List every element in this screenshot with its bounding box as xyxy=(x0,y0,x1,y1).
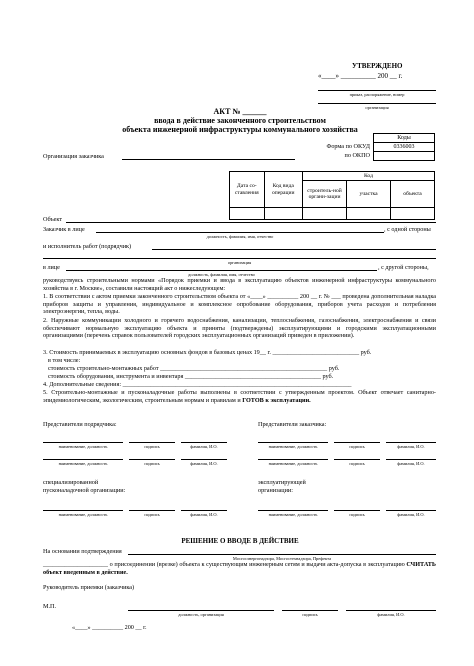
operating-sig-name-line[interactable] xyxy=(386,510,436,511)
body-p5 xyxy=(43,389,436,404)
head-position-caption: должность, организация xyxy=(178,612,224,617)
decision-date: «____» __________ 200 __ г. xyxy=(72,624,147,631)
decision-title: РЕШЕНИЕ О ВВОДЕ В ДЕЙСТВИЕ xyxy=(181,537,299,545)
basis-label: На основании подтверждения xyxy=(43,548,122,555)
contractor-sig1-sign-line[interactable] xyxy=(129,442,175,443)
basis-caption: Мосгосэнергонадзора, Мосгостехнадзора, Префекта xyxy=(232,556,332,561)
okud-label: Форма по ОКУД xyxy=(326,143,370,150)
customer-sig2-position-caption: наименование, должность xyxy=(268,461,318,466)
head-sign-line[interactable] xyxy=(282,610,338,611)
contractor-sig2-sign-line[interactable] xyxy=(129,459,175,460)
contractor-sig2-name-line[interactable] xyxy=(181,459,227,460)
operation-header: Код вида операции xyxy=(264,172,302,208)
approval-org-line xyxy=(318,103,436,104)
inface-caption: должность, фамилия, имя, отчество xyxy=(188,272,255,277)
customer-sig1-position-caption: наименование, должность xyxy=(268,444,318,449)
contractor-label: и исполнитель работ (подрядчик) xyxy=(43,243,132,250)
head-name-line[interactable] xyxy=(346,610,436,611)
operating-sig-sign-caption: подпись xyxy=(349,512,365,517)
head-position-line[interactable] xyxy=(128,610,274,611)
construction-cell[interactable] xyxy=(302,208,346,220)
contractor-line2[interactable] xyxy=(43,258,436,259)
pnr-sig-sign-line[interactable] xyxy=(129,510,175,511)
approval-title: УТВЕРЖДЕНО xyxy=(352,62,403,70)
date-header: Дата со-ставления xyxy=(230,172,265,208)
approval-org-caption: организация xyxy=(365,105,389,110)
head-label: Руководитель приемки (заказчика) xyxy=(43,584,135,591)
body-p3-sub: в том числе: xyxy=(48,357,81,364)
customer-suffix: , с одной стороны xyxy=(384,226,431,233)
body-p3: 3. Стоимость принимаемых в эксплуатацию основных фондов в базовых ценах 19__ г. ____________________________ руб. xyxy=(43,349,372,356)
inface-line[interactable] xyxy=(66,270,377,271)
contractor-sig1-name-line[interactable] xyxy=(181,442,227,443)
customer-sig2-name-line[interactable] xyxy=(386,459,436,460)
body-p1: 1. В соответствии с актом приемки законченного строительством объекта от «____» __________ 200 __ г. № ___ проведена дополнительная наладка приборов защиты и управления, индивидуальное и комплексное опробование оборудования, приборов учета расходов и потребления электроэнергии, тепла, воды. xyxy=(43,293,436,316)
mp-label: М.П. xyxy=(43,603,57,610)
customer-sig1-sign-line[interactable] xyxy=(334,442,380,443)
body-intro: руководствуясь строительными нормами «Порядок приемки и ввода в эксплуатацию объектов инженерной инфраструктуры коммунального хозяйства в г. Москве», составили настоящий акт о нижеследующем: xyxy=(43,277,436,292)
operating-sig-sign-line[interactable] xyxy=(334,510,380,511)
act-title-line3: объекта инженерной инфраструктуры коммунального хозяйства xyxy=(122,125,358,134)
pnr-sig-sign-caption: подпись xyxy=(144,512,160,517)
body-p5-ready: ГОТОВ к эксплуатации. xyxy=(242,396,311,404)
approval-order-line xyxy=(318,90,436,91)
body-p3-smr: стоимость строительно-монтажных работ ______________________________________________________ руб. xyxy=(48,365,340,372)
operation-cell[interactable] xyxy=(264,208,302,220)
contractor-sig2-name-caption: фамилия, И.О. xyxy=(190,461,218,466)
act-title-line2: ввода в действие законченного строительством xyxy=(154,116,326,125)
head-sign-caption: подпись xyxy=(302,612,318,617)
codes-header: Коды xyxy=(374,134,435,143)
pnr-sig-name-caption: фамилия, И.О. xyxy=(190,512,218,517)
pnr-org-title: специализированной пусконаладочной организации: xyxy=(43,479,126,494)
code-sub-construction: строитель-ной органи-зации xyxy=(302,181,346,208)
customer-label: Заказчик в лице xyxy=(43,226,85,233)
inface-suffix: , с другой стороны, xyxy=(378,264,429,271)
codes-table xyxy=(373,133,435,161)
pnr-sig-name-line[interactable] xyxy=(181,510,227,511)
contractor-line[interactable] xyxy=(152,249,436,250)
organization-line[interactable] xyxy=(122,159,295,160)
customer-sig1-name-caption: фамилия, И.О. xyxy=(397,444,425,449)
contractor-sig1-name-caption: фамилия, И.О. xyxy=(190,444,218,449)
code-sub-section: участка xyxy=(347,181,391,208)
code-sub-object: объекта xyxy=(391,181,435,208)
act-title-line1: АКТ № ______ xyxy=(213,107,267,116)
date-cell[interactable] xyxy=(230,208,265,220)
decision-text-main: _____________________ о присоединении (врезке) объекта к существующим инженерным сетям и выдачи акта-допуска в эксплуатацию xyxy=(43,561,407,568)
contractor-reps-title: Представители подрядчика: xyxy=(43,421,117,428)
decision-text-consider: СЧИТАТЬ объект введенным в действие. xyxy=(43,561,436,576)
section-cell[interactable] xyxy=(347,208,391,220)
contractor-sig2-position-line[interactable] xyxy=(43,459,123,460)
operating-sig-position-line[interactable] xyxy=(258,510,328,511)
operating-org-title: эксплуатирующей организации: xyxy=(258,479,306,494)
customer-reps-title: Представители заказчика: xyxy=(258,421,327,428)
object-line[interactable] xyxy=(66,222,436,223)
contractor-caption: организация xyxy=(227,260,252,265)
body-p4: 4. Дополнительные сведения: __________________________________________________________________________ xyxy=(43,381,352,388)
organization-label: Организация заказчика xyxy=(43,153,104,160)
okud-value: 0336003 xyxy=(374,143,435,152)
pnr-sig-position-line[interactable] xyxy=(43,510,123,511)
head-name-caption: фамилия, И.О. xyxy=(377,612,405,617)
customer-sig2-name-caption: фамилия, И.О. xyxy=(397,461,425,466)
operating-sig-name-caption: фамилия, И.О. xyxy=(397,512,425,517)
okpo-value xyxy=(374,152,435,161)
inface-label: в лице xyxy=(43,264,60,271)
contractor-sig1-sign-caption: подпись xyxy=(144,444,160,449)
customer-line[interactable] xyxy=(96,232,384,233)
customer-sig2-sign-line[interactable] xyxy=(334,459,380,460)
operating-sig-position-caption: наименование, должность xyxy=(268,512,318,517)
object-cell[interactable] xyxy=(391,208,435,220)
body-p3-equipment: стоимость оборудования, инструмента и инвентаря ____________________________________________ руб. xyxy=(48,373,334,380)
code-header: Код xyxy=(302,172,434,181)
decision-text xyxy=(43,561,436,576)
body-p5-text: 5. Строительно-монтажные и пусконаладочные работы выполнены в соответствии с утвержденным проектом. Объект отвечает санитарно-эпидемиологическим, экологическим, строительным нормам и правилам и xyxy=(43,389,436,404)
customer-sig1-sign-caption: подпись xyxy=(349,444,365,449)
approval-date: «____» __________ 200 __ г. xyxy=(318,72,403,80)
body-p2: 2. Наружные коммуникации холодного и горячего водоснабжения, канализации, теплоснабжения, газоснабжения, электроснабжения и связи обеспечивают нормальную эксплуатацию объекта и приняты (подтверждены) эксплуатирующими и городскими эксплуатационными организациями (перечень справок пользователей городских эксплуатационных организаций приведен в приложении). xyxy=(43,317,436,340)
pnr-sig-position-caption: наименование, должность xyxy=(58,512,108,517)
okpo-label: по ОКПО xyxy=(344,152,370,159)
object-label: Объект xyxy=(43,216,63,223)
customer-sig2-position-line[interactable] xyxy=(258,459,328,460)
contractor-sig1-position-caption: наименование, должность xyxy=(58,444,108,449)
contractor-sig1-position-line[interactable] xyxy=(43,442,123,443)
doc-number-table xyxy=(229,171,435,220)
customer-caption: должность, фамилия, имя, отчество xyxy=(206,234,274,239)
customer-sig1-name-line[interactable] xyxy=(386,442,436,443)
contractor-sig2-sign-caption: подпись xyxy=(144,461,160,466)
contractor-sig2-position-caption: наименование, должность xyxy=(58,461,108,466)
approval-order-caption: приказ, распоряжение, номер xyxy=(349,92,405,97)
customer-sig2-sign-caption: подпись xyxy=(349,461,365,466)
customer-sig1-position-line[interactable] xyxy=(258,442,328,443)
basis-line[interactable] xyxy=(128,554,436,555)
